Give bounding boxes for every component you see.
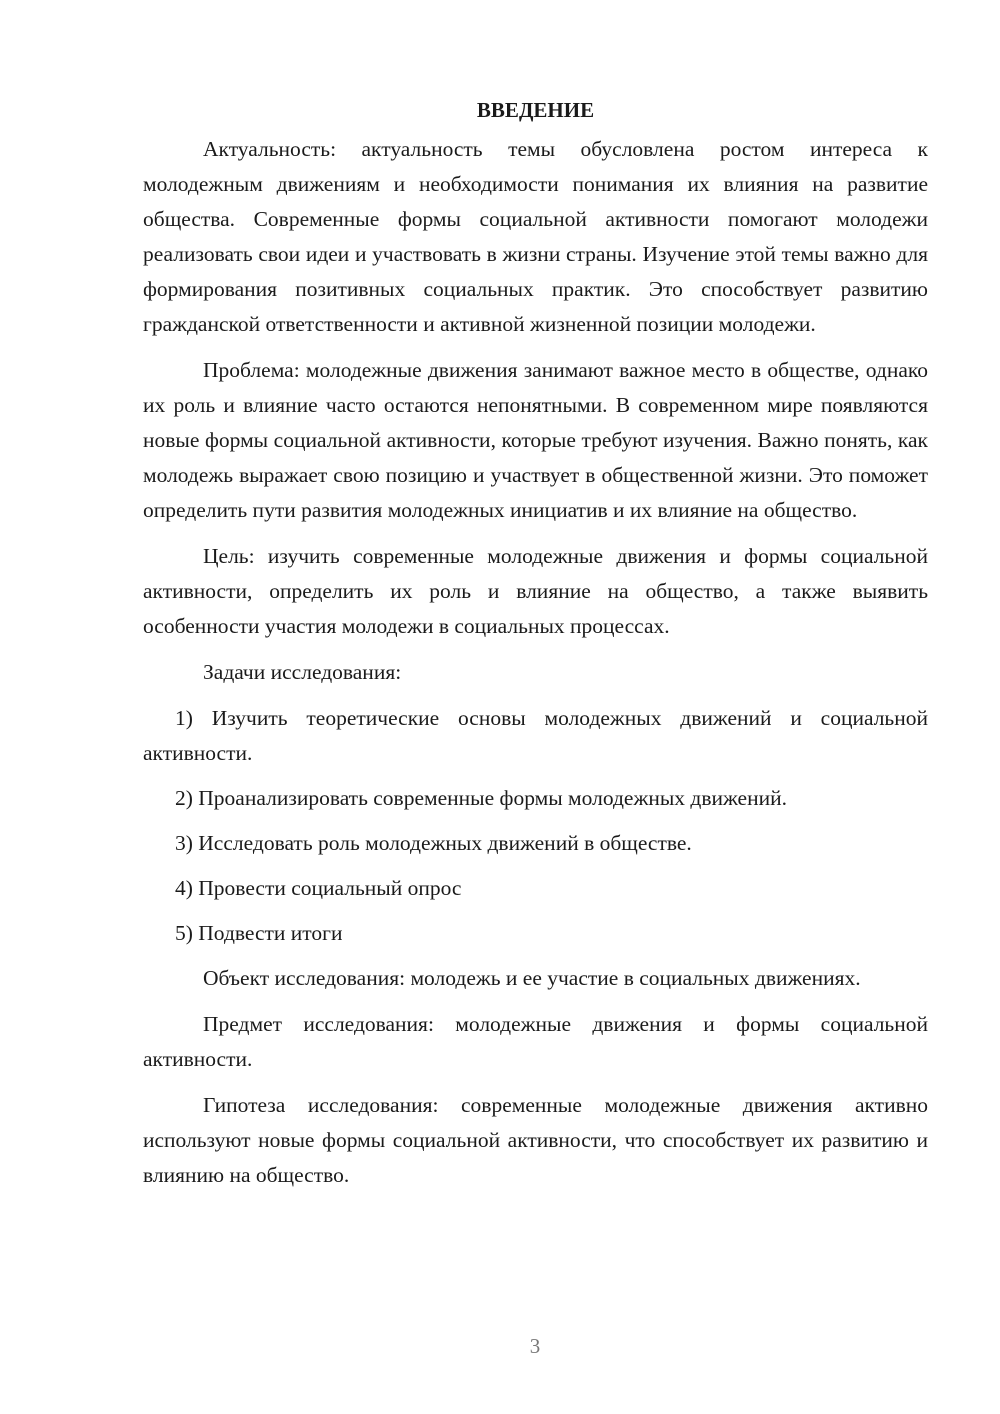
document-page <box>143 92 928 1204</box>
list-item: 1) Изучить теоретические основы молодежных движений и социальной активности. <box>143 706 928 765</box>
page-title: ВВЕДЕНИЕ <box>476 98 595 122</box>
list-item: 3) Исследовать роль молодежных движений в обществе. <box>175 831 692 855</box>
paragraph-goal: Цель: изучить современные молодежные движения и формы социальной активности, определить их роль и влияние на общество, а также выявить особенности участия молодежи в социальных процессах. <box>143 544 928 638</box>
list-item: 2) Проанализировать современные формы молодежных движений. <box>175 786 787 810</box>
paragraph-subject: Предмет исследования: молодежные движения и формы социальной активности. <box>143 1012 928 1071</box>
tasks-list <box>143 701 928 951</box>
list-item: 4) Провести социальный опрос <box>175 876 462 900</box>
tasks-title: Задачи исследования: <box>203 660 402 684</box>
paragraph-relevance: Актуальность: актуальность темы обусловлена ростом интереса к молодежным движениям и необходимости понимания их влияния на развитие общества. Современные формы социальной активности помогают молодежи реализовать свои идеи и участвовать в жизни страны. Изучение этой темы важно для формирования позитивных социальных практик. Это способствует развитию гражданской ответственности и активной жизненной позиции молодежи. <box>143 137 928 336</box>
list-item: 5) Подвести итоги <box>175 921 343 945</box>
paragraph-hypothesis: Гипотеза исследования: современные молодежные движения активно используют новые формы социальной активности, что способствует их развитию и влиянию на общество. <box>143 1093 928 1187</box>
page-number: 3 <box>529 1334 541 1358</box>
paragraph-object: Объект исследования: молодежь и ее участие в социальных движениях. <box>203 966 861 990</box>
paragraph-problem: Проблема: молодежные движения занимают важное место в обществе, однако их роль и влияние часто остаются непонятными. В современном мире появляются новые формы социальной активности, которые требуют изучения. Важно понять, как молодежь выражает свою позицию и участвует в общественной жизни. Это поможет определить пути развития молодежных инициатив и их влияние на общество. <box>143 358 928 522</box>
